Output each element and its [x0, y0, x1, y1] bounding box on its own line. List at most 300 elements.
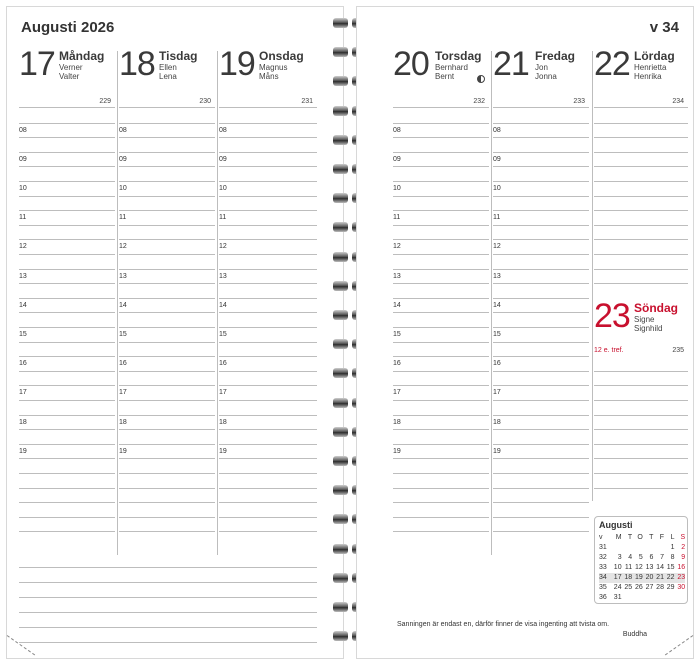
- ruled-line: [594, 196, 688, 197]
- ruled-line: [493, 356, 589, 357]
- ruled-line: [219, 181, 317, 182]
- ruled-line: [594, 254, 688, 255]
- ruled-line: [393, 517, 489, 518]
- weekday-name: Lördag: [634, 49, 675, 63]
- weekday-name: Måndag: [59, 49, 105, 63]
- ruled-line: [19, 225, 115, 226]
- hour-label: 08: [393, 127, 401, 134]
- week-number-cell: 36: [599, 594, 607, 601]
- day-number: 20: [393, 45, 429, 83]
- ruled-line: [594, 239, 688, 240]
- ruled-line: [594, 137, 688, 138]
- mini-calendar-row: [599, 543, 685, 553]
- day-number: 21: [493, 45, 529, 83]
- hour-label: 16: [493, 360, 501, 367]
- ruled-line: [493, 415, 589, 416]
- ruled-line: [594, 123, 688, 124]
- hour-label: 09: [119, 156, 127, 163]
- ruled-line: [19, 502, 115, 503]
- ruled-line: [594, 269, 688, 270]
- ruled-line: [393, 327, 489, 328]
- ruled-line: [19, 239, 115, 240]
- day-separator: [491, 51, 492, 555]
- ruled-line: [119, 298, 215, 299]
- left-page: [6, 6, 344, 659]
- ruled-line: [119, 210, 215, 211]
- ruled-line: [219, 239, 317, 240]
- date-cell: 5: [638, 554, 643, 561]
- ruled-line: [19, 429, 115, 430]
- date-cell: 22: [666, 574, 675, 581]
- ruled-line: [219, 123, 317, 124]
- ruled-line: [493, 254, 589, 255]
- ruled-line: [219, 400, 317, 401]
- date-cell: 19: [634, 574, 643, 581]
- ruled-line: [119, 356, 215, 357]
- ruled-line: [119, 531, 215, 532]
- ruled-line: [219, 473, 317, 474]
- ruled-line: [493, 473, 589, 474]
- ruled-line: [493, 429, 589, 430]
- ruled-line: [594, 429, 688, 430]
- ruled-line: [393, 269, 489, 270]
- ruled-line: [393, 458, 489, 459]
- week-number-cell: 34: [599, 574, 607, 581]
- day-separator: [592, 51, 593, 501]
- hour-label: 17: [393, 389, 401, 396]
- namedays: Signe Signhild: [634, 315, 663, 333]
- hour-label: 16: [19, 360, 27, 367]
- hour-label: 15: [19, 331, 27, 338]
- date-cell: 23: [677, 574, 686, 581]
- hour-label: 09: [219, 156, 227, 163]
- ruled-line: [594, 181, 688, 182]
- ruled-line: [219, 269, 317, 270]
- ruled-line: [119, 283, 215, 284]
- hour-label: 10: [393, 185, 401, 192]
- hour-label: 13: [493, 273, 501, 280]
- day-separator: [117, 51, 118, 555]
- ruled-line: [393, 166, 489, 167]
- hour-label: 13: [219, 273, 227, 280]
- ruled-line: [493, 166, 589, 167]
- ruled-line: [393, 181, 489, 182]
- date-cell: 28: [656, 584, 664, 591]
- hour-label: 14: [19, 302, 27, 309]
- date-cell: 30: [677, 584, 686, 591]
- date-cell: 6: [649, 554, 654, 561]
- hour-label: 19: [393, 448, 401, 455]
- hour-label: 16: [119, 360, 127, 367]
- date-cell: [643, 543, 654, 553]
- ruled-line: [19, 415, 115, 416]
- ruled-line: [594, 415, 688, 416]
- hour-label: 17: [493, 389, 501, 396]
- date-cell: T: [649, 534, 654, 541]
- ruled-line: [493, 123, 589, 124]
- date-cell: [622, 593, 633, 603]
- ruled-line: [219, 254, 317, 255]
- date-cell: 3: [617, 554, 622, 561]
- ruled-line: [19, 254, 115, 255]
- ruled-line: [219, 488, 317, 489]
- ruled-line: [119, 254, 215, 255]
- ruled-line: [219, 444, 317, 445]
- hour-label: 19: [119, 448, 127, 455]
- ruled-line: [219, 502, 317, 503]
- date-cell: 8: [670, 554, 675, 561]
- namedays: Bernhard Bernt: [435, 63, 468, 81]
- ruled-line: [19, 473, 115, 474]
- ruled-line: [219, 415, 317, 416]
- namedays: Jon Jonna: [535, 63, 557, 81]
- ruled-line: [493, 196, 589, 197]
- day-column-friday[interactable]: [493, 43, 589, 105]
- week-number-cell: 31: [599, 544, 607, 551]
- ruled-line: [393, 429, 489, 430]
- ruled-line: [219, 166, 317, 167]
- ruled-line: [594, 107, 688, 108]
- hour-label: 13: [19, 273, 27, 280]
- mini-calendar-title: Augusti: [599, 520, 633, 530]
- date-cell: [632, 543, 643, 553]
- ruled-line: [19, 283, 115, 284]
- ruled-line: [119, 239, 215, 240]
- ruled-line: [219, 107, 317, 108]
- quote-author: Buddha: [622, 631, 647, 638]
- hour-label: 19: [19, 448, 27, 455]
- ruled-line: [493, 283, 589, 284]
- ruled-line: [119, 312, 215, 313]
- mini-calendar-row: [599, 563, 685, 573]
- hour-label: 08: [19, 127, 27, 134]
- date-cell: O: [637, 534, 643, 541]
- ruled-line: [19, 517, 115, 518]
- ruled-line: [219, 342, 317, 343]
- hour-label: 18: [393, 419, 401, 426]
- ruled-line: [119, 152, 215, 153]
- date-cell: 14: [656, 564, 664, 571]
- ruled-line: [493, 517, 589, 518]
- mini-calendar-row: [599, 593, 685, 603]
- hour-label: 12: [219, 243, 227, 250]
- ruled-line: [19, 210, 115, 211]
- week-number-cell: v: [599, 534, 603, 541]
- weekday-name: Torsdag: [435, 49, 482, 63]
- date-cell: [653, 593, 664, 603]
- ruled-line: [393, 385, 489, 386]
- date-cell: 25: [624, 584, 633, 591]
- ruled-line: [393, 107, 489, 108]
- hour-label: 09: [493, 156, 501, 163]
- ruled-line: [19, 181, 115, 182]
- day-number: 23: [594, 297, 630, 335]
- hour-label: 09: [393, 156, 401, 163]
- hour-label: 18: [119, 419, 127, 426]
- day-of-year: 233: [573, 98, 585, 105]
- ruled-line: [19, 327, 115, 328]
- ruled-line: [19, 356, 115, 357]
- ruled-line: [393, 298, 489, 299]
- ruled-line: [219, 531, 317, 532]
- ruled-line: [594, 488, 688, 489]
- ruled-line: [594, 385, 688, 386]
- hour-label: 17: [19, 389, 27, 396]
- hour-label: 11: [19, 214, 27, 221]
- hour-label: 16: [219, 360, 227, 367]
- date-cell: 11: [624, 564, 633, 571]
- ruled-line: [594, 458, 688, 459]
- day-column-monday[interactable]: [19, 43, 115, 105]
- moon-phase-icon: [477, 75, 485, 83]
- ruled-line: [219, 312, 317, 313]
- date-cell: [664, 593, 675, 603]
- ruled-line: [219, 225, 317, 226]
- ruled-line: [119, 517, 215, 518]
- ruled-line: [119, 225, 215, 226]
- day-column-saturday[interactable]: [594, 43, 688, 105]
- ruled-line: [393, 254, 489, 255]
- week-number-cell: 32: [599, 554, 607, 561]
- mini-calendar-row: [599, 573, 685, 583]
- hour-label: 14: [393, 302, 401, 309]
- hour-label: 08: [119, 127, 127, 134]
- ruled-line: [219, 283, 317, 284]
- ruled-line: [393, 225, 489, 226]
- hour-label: 12: [19, 243, 27, 250]
- ruled-line: [393, 196, 489, 197]
- weekday-name: Onsdag: [259, 49, 304, 63]
- week-number-cell: 35: [599, 584, 607, 591]
- corner-perforation: [665, 635, 693, 655]
- hour-label: 18: [493, 419, 501, 426]
- ruled-line: [493, 107, 589, 108]
- ruled-line: [119, 269, 215, 270]
- ruled-line: [493, 458, 589, 459]
- day-of-year: 231: [301, 98, 313, 105]
- ruled-line: [393, 123, 489, 124]
- date-cell: [643, 593, 654, 603]
- ruled-line: [219, 137, 317, 138]
- date-cell: 17: [613, 574, 622, 581]
- weekday-name: Söndag: [634, 301, 678, 315]
- ruled-line: [393, 473, 489, 474]
- ruled-line: [219, 429, 317, 430]
- ruled-line: [594, 283, 688, 284]
- hour-label: 10: [219, 185, 227, 192]
- ruled-line: [493, 239, 589, 240]
- hour-label: 18: [219, 419, 227, 426]
- ruled-line: [393, 152, 489, 153]
- day-column-tuesday[interactable]: [119, 43, 215, 105]
- ruled-line: [119, 371, 215, 372]
- ruled-line: [219, 327, 317, 328]
- corner-perforation: [7, 635, 35, 655]
- hour-label: 10: [119, 185, 127, 192]
- ruled-line: [19, 642, 317, 643]
- ruled-line: [19, 137, 115, 138]
- ruled-line: [119, 502, 215, 503]
- date-cell: 26: [634, 584, 643, 591]
- ruled-line: [19, 123, 115, 124]
- hour-label: 15: [119, 331, 127, 338]
- ruled-line: [119, 400, 215, 401]
- ruled-line: [219, 371, 317, 372]
- ruled-line: [393, 239, 489, 240]
- ruled-line: [19, 342, 115, 343]
- mini-calendar-row: [599, 583, 685, 593]
- date-cell: 7: [660, 554, 664, 561]
- day-column-wednesday[interactable]: [219, 43, 317, 105]
- date-cell: 10: [613, 564, 622, 571]
- hour-label: 15: [219, 331, 227, 338]
- hour-label: 14: [119, 302, 127, 309]
- ruled-line: [393, 400, 489, 401]
- date-cell: 20: [645, 574, 654, 581]
- ruled-line: [19, 458, 115, 459]
- ruled-line: [219, 196, 317, 197]
- date-cell: 15: [666, 564, 675, 571]
- ruled-line: [119, 385, 215, 386]
- ruled-line: [119, 444, 215, 445]
- ruled-line: [19, 196, 115, 197]
- namedays: Henrietta Henrika: [634, 63, 667, 81]
- namedays: Ellen Lena: [159, 63, 177, 81]
- ruled-line: [119, 473, 215, 474]
- ruled-line: [219, 356, 317, 357]
- day-number: 17: [19, 45, 55, 83]
- ruled-line: [393, 283, 489, 284]
- hour-label: 08: [493, 127, 501, 134]
- hour-label: 16: [393, 360, 401, 367]
- hour-label: 11: [119, 214, 127, 221]
- ruled-line: [219, 152, 317, 153]
- ruled-line: [393, 502, 489, 503]
- right-page: [356, 6, 694, 659]
- ruled-line: [393, 444, 489, 445]
- ruled-line: [594, 444, 688, 445]
- church-calendar-note: 12 e. tref.: [594, 347, 624, 354]
- ruled-line: [119, 415, 215, 416]
- day-column-thursday[interactable]: [393, 43, 489, 105]
- day-number: 19: [219, 45, 255, 83]
- mini-calendar-row: [599, 533, 685, 543]
- day-of-year: 234: [672, 98, 684, 105]
- date-cell: 13: [645, 564, 654, 571]
- ruled-line: [19, 152, 115, 153]
- ruled-line: [393, 531, 489, 532]
- namedays: Verner Valter: [59, 63, 83, 81]
- day-number: 22: [594, 45, 630, 83]
- date-cell: F: [659, 534, 664, 541]
- hour-label: 15: [493, 331, 501, 338]
- ruled-line: [119, 488, 215, 489]
- date-cell: 18: [624, 574, 633, 581]
- ruled-line: [594, 225, 688, 226]
- hour-label: 11: [393, 214, 401, 221]
- ruled-line: [19, 612, 317, 613]
- ruled-line: [493, 210, 589, 211]
- ruled-line: [219, 298, 317, 299]
- hour-label: 10: [493, 185, 501, 192]
- date-cell: [622, 543, 633, 553]
- quote-text: Sanningen är endast en, därför finner de visa ingenting att tvista om.: [397, 621, 610, 628]
- ruled-line: [119, 181, 215, 182]
- date-cell: 16: [677, 564, 686, 571]
- ruled-line: [493, 137, 589, 138]
- ruled-line: [493, 371, 589, 372]
- week-number-title: v 34: [649, 19, 679, 36]
- ruled-line: [19, 444, 115, 445]
- ruled-line: [19, 627, 317, 628]
- day-of-year: 229: [99, 98, 111, 105]
- ruled-line: [19, 400, 115, 401]
- day-column-sunday[interactable]: [594, 299, 688, 359]
- ruled-line: [493, 531, 589, 532]
- hour-label: 12: [119, 243, 127, 250]
- ruled-line: [493, 400, 589, 401]
- week-number-cell: 33: [599, 564, 607, 571]
- ruled-line: [119, 137, 215, 138]
- ruled-line: [19, 312, 115, 313]
- date-cell: 1: [670, 544, 675, 551]
- ruled-line: [119, 123, 215, 124]
- hour-label: 17: [119, 389, 127, 396]
- date-cell: [675, 593, 686, 603]
- ruled-line: [219, 458, 317, 459]
- ruled-line: [119, 342, 215, 343]
- ruled-line: [19, 166, 115, 167]
- ruled-line: [393, 488, 489, 489]
- ruled-line: [493, 385, 589, 386]
- day-of-year: 235: [672, 347, 684, 354]
- ruled-line: [219, 385, 317, 386]
- hour-label: 13: [119, 273, 127, 280]
- namedays: Magnus Måns: [259, 63, 288, 81]
- mini-month-calendar: [594, 516, 688, 604]
- ruled-line: [493, 342, 589, 343]
- ruled-line: [393, 312, 489, 313]
- hour-label: 19: [493, 448, 501, 455]
- hour-label: 09: [19, 156, 27, 163]
- weekday-name: Fredag: [535, 49, 576, 63]
- hour-label: 12: [493, 243, 501, 250]
- ruled-line: [493, 269, 589, 270]
- hour-label: 19: [219, 448, 227, 455]
- date-cell: 9: [681, 554, 686, 561]
- hour-label: 18: [19, 419, 27, 426]
- ruled-line: [119, 458, 215, 459]
- ruled-line: [19, 582, 317, 583]
- ruled-line: [119, 196, 215, 197]
- ruled-line: [19, 597, 317, 598]
- ruled-line: [594, 371, 688, 372]
- ruled-line: [393, 356, 489, 357]
- ruled-line: [594, 152, 688, 153]
- date-cell: 21: [656, 574, 664, 581]
- hour-label: 11: [219, 214, 227, 221]
- ruled-line: [393, 415, 489, 416]
- ruled-line: [19, 371, 115, 372]
- date-cell: L: [670, 534, 675, 541]
- ruled-line: [594, 210, 688, 211]
- ruled-line: [393, 371, 489, 372]
- date-cell: 2: [681, 544, 686, 551]
- ruled-line: [493, 181, 589, 182]
- date-cell: [611, 543, 622, 553]
- date-cell: 12: [634, 564, 643, 571]
- ruled-line: [393, 137, 489, 138]
